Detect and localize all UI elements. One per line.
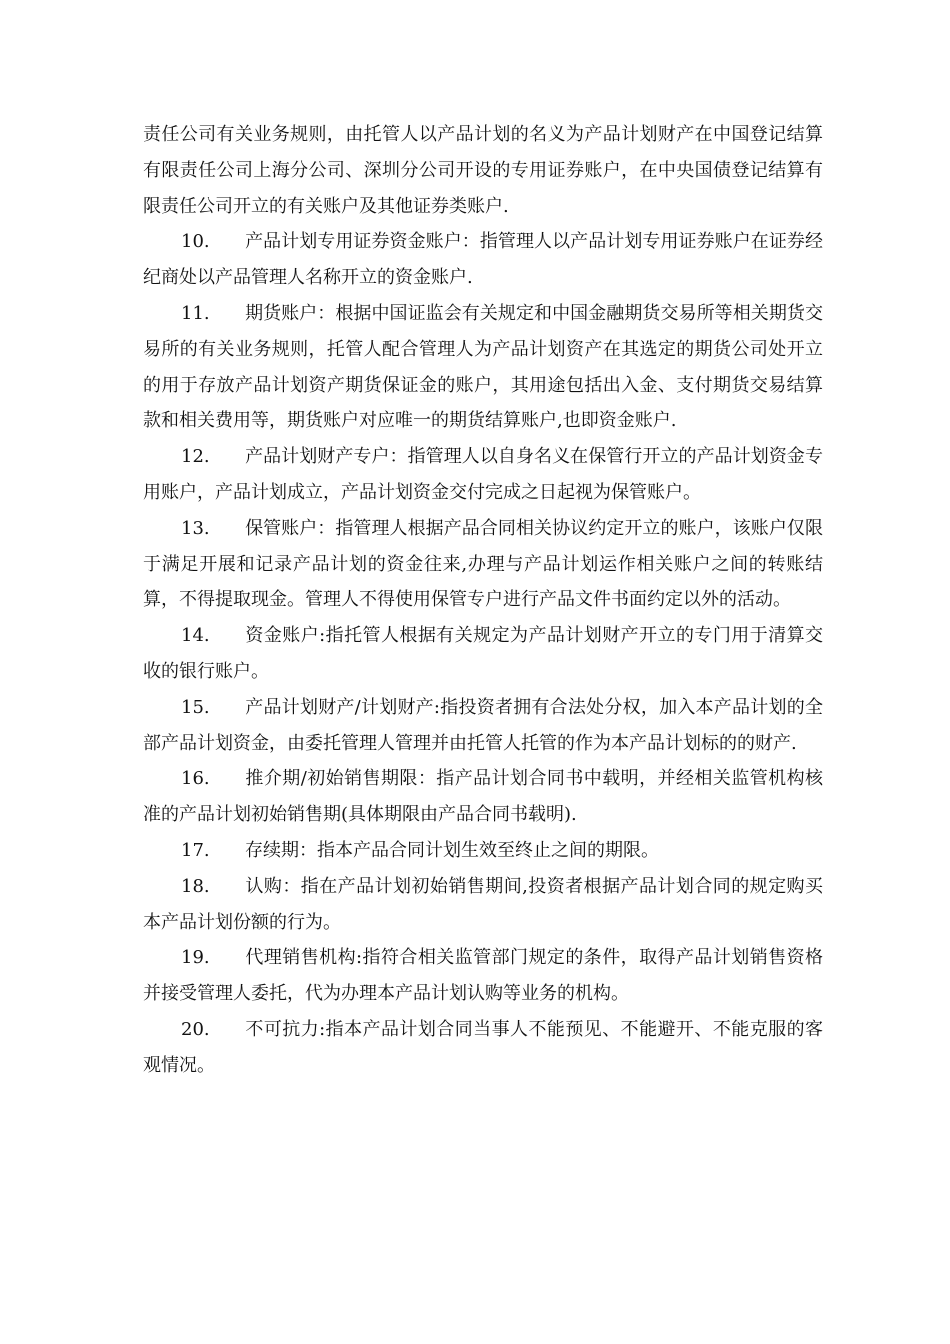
item-number: 20. xyxy=(181,1018,210,1040)
item-text: 不可抗力:指本产品计划合同当事人不能预见、不能避开、不能克服的客观情况。 xyxy=(143,1018,823,1076)
item-text: 保管账户：指管理人根据产品合同相关协议约定开立的账户，该账户仅限于满足开展和记录产品计划的资金往来,办理与产品计划运作相关账户之间的转账结算，不得提取现金。管理人不得使用保管专户进行产品文件书面约定以外的活动。 xyxy=(143,517,823,611)
item-number: 13. xyxy=(181,517,210,539)
item-text: 存续期：指本产品合同计划生效至终止之间的期限。 xyxy=(245,839,659,861)
item-number: 11. xyxy=(181,302,210,324)
definition-item-17 xyxy=(143,833,823,869)
definition-item-13 xyxy=(143,511,823,618)
item-text: 产品计划财产/计划财产:指投资者拥有合法处分权，加入本产品计划的全部产品计划资金，由委托管理人管理并由托管人托管的作为本产品计划标的的财产. xyxy=(143,696,823,754)
item-number: 14. xyxy=(181,625,210,647)
item-text: 期货账户：根据中国证监会有关规定和中国金融期货交易所等相关期货交易所的有关业务规则，托管人配合管理人为产品计划资产在其选定的期货公司处开立的用于存放产品计划资产期货保证金的账户，其用途包括出入金、支付期货交易结算款和相关费用等，期货账户对应唯一的期货结算账户,也即资金账户. xyxy=(143,302,823,432)
document-body xyxy=(143,117,823,1084)
definition-item-19 xyxy=(143,940,823,1012)
item-text: 产品计划财产专户：指管理人以自身名义在保管行开立的产品计划资金专用账户，产品计划成立，产品计划资金交付完成之日起视为保管账户。 xyxy=(143,446,823,503)
item-number: 18. xyxy=(181,875,210,897)
definition-item-10 xyxy=(143,224,823,296)
intro-paragraph: 责任公司有关业务规则，由托管人以产品计划的名义为产品计划财产在中国登记结算有限责任公司上海分公司、深圳分公司开设的专用证券账户，在中央国债登记结算有限责任公司开立的有关账户及其他证券类账户. xyxy=(143,124,823,217)
item-text: 资金账户:指托管人根据有关规定为产品计划财产开立的专门用于清算交收的银行账户。 xyxy=(143,625,823,682)
definition-item-18 xyxy=(143,869,823,941)
item-number: 19. xyxy=(181,947,210,969)
item-number: 17. xyxy=(181,839,210,861)
definition-item-12 xyxy=(143,439,823,511)
item-number: 16. xyxy=(181,768,210,790)
item-number: 15. xyxy=(181,696,210,718)
item-number: 10. xyxy=(181,231,210,253)
item-text: 代理销售机构:指符合相关监管部门规定的条件，取得产品计划销售资格并接受管理人委托，代为办理本产品计划认购等业务的机构。 xyxy=(143,947,823,1005)
definition-item-11 xyxy=(143,296,823,439)
definition-item-14 xyxy=(143,618,823,690)
item-number: 12. xyxy=(181,446,210,468)
definition-item-20 xyxy=(143,1012,823,1084)
definition-item-16 xyxy=(143,761,823,833)
definition-item-15 xyxy=(143,690,823,762)
item-text: 产品计划专用证券资金账户：指管理人以产品计划专用证券账户在证券经纪商处以产品管理人名称开立的资金账户. xyxy=(143,231,823,289)
item-text: 认购：指在产品计划初始销售期间,投资者根据产品计划合同的规定购买本产品计划份额的行为。 xyxy=(143,875,823,933)
item-text: 推介期/初始销售期限：指产品计划合同书中载明，并经相关监管机构核准的产品计划初始销售期(具体期限由产品合同书载明). xyxy=(143,768,823,826)
